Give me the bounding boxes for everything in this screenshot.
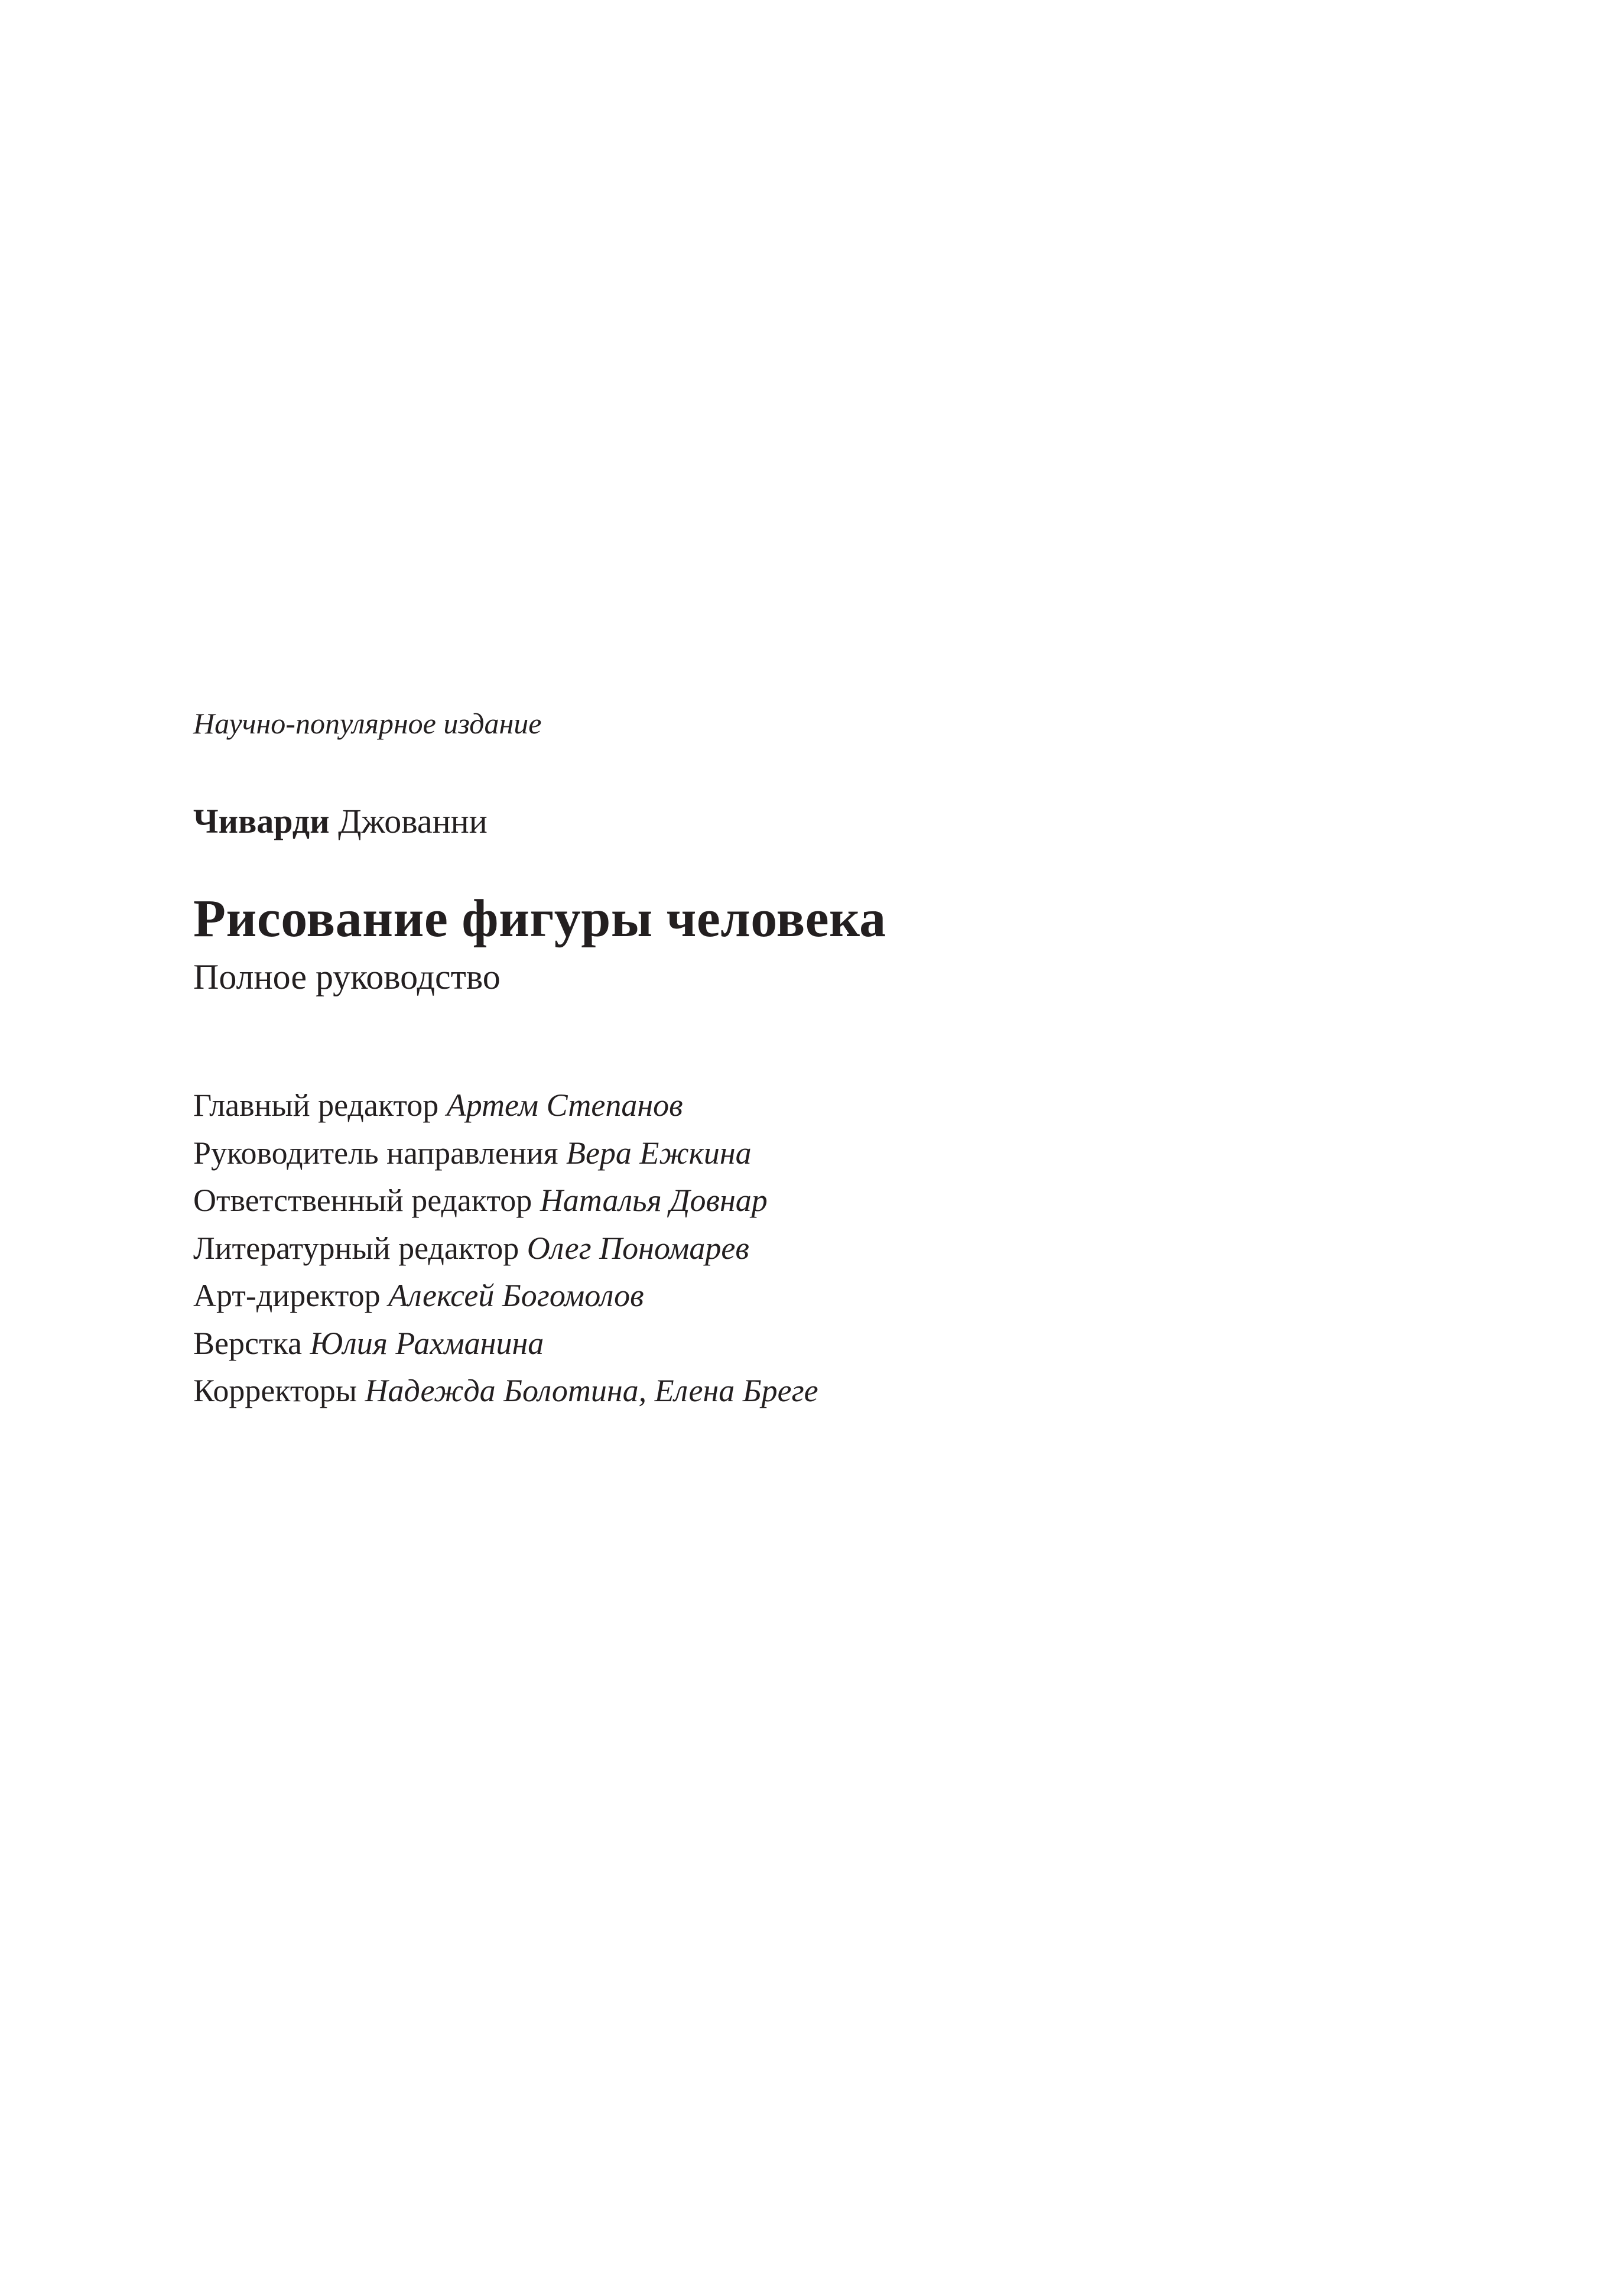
author-surname: Чиварди	[193, 802, 330, 840]
credit-line	[193, 1177, 818, 1225]
credit-line	[193, 1272, 818, 1320]
book-title: Рисование фигуры человека	[193, 889, 886, 948]
credit-name: Юлия Рахманина	[310, 1325, 544, 1361]
credit-line	[193, 1320, 818, 1368]
credit-role: Главный редактор	[193, 1087, 439, 1123]
credit-role: Литературный редактор	[193, 1230, 519, 1266]
credit-name: Олег Пономарев	[527, 1230, 749, 1266]
credit-line	[193, 1367, 818, 1415]
credit-line	[193, 1129, 818, 1177]
credit-name: Артем Степанов	[446, 1087, 683, 1123]
credits-list	[193, 1082, 818, 1415]
credit-role: Ответственный редактор	[193, 1183, 532, 1218]
credit-name: Надежда Болотина, Елена Бреге	[365, 1373, 818, 1408]
author-line	[193, 798, 488, 845]
credit-name: Вера Ежкина	[566, 1135, 752, 1171]
credit-line	[193, 1225, 818, 1272]
credit-role: Руководитель направления	[193, 1135, 558, 1171]
credit-line	[193, 1082, 818, 1129]
author-given-name: Джованни	[338, 802, 488, 840]
credit-role: Верстка	[193, 1325, 302, 1361]
credit-role: Корректоры	[193, 1373, 357, 1408]
credit-name: Наталья Довнар	[540, 1183, 768, 1218]
credit-role: Арт-директор	[193, 1278, 381, 1313]
book-subtitle: Полное руководство	[193, 957, 501, 996]
edition-type: Научно-популярное издание	[193, 707, 542, 740]
credit-name: Алексей Богомолов	[388, 1278, 644, 1313]
